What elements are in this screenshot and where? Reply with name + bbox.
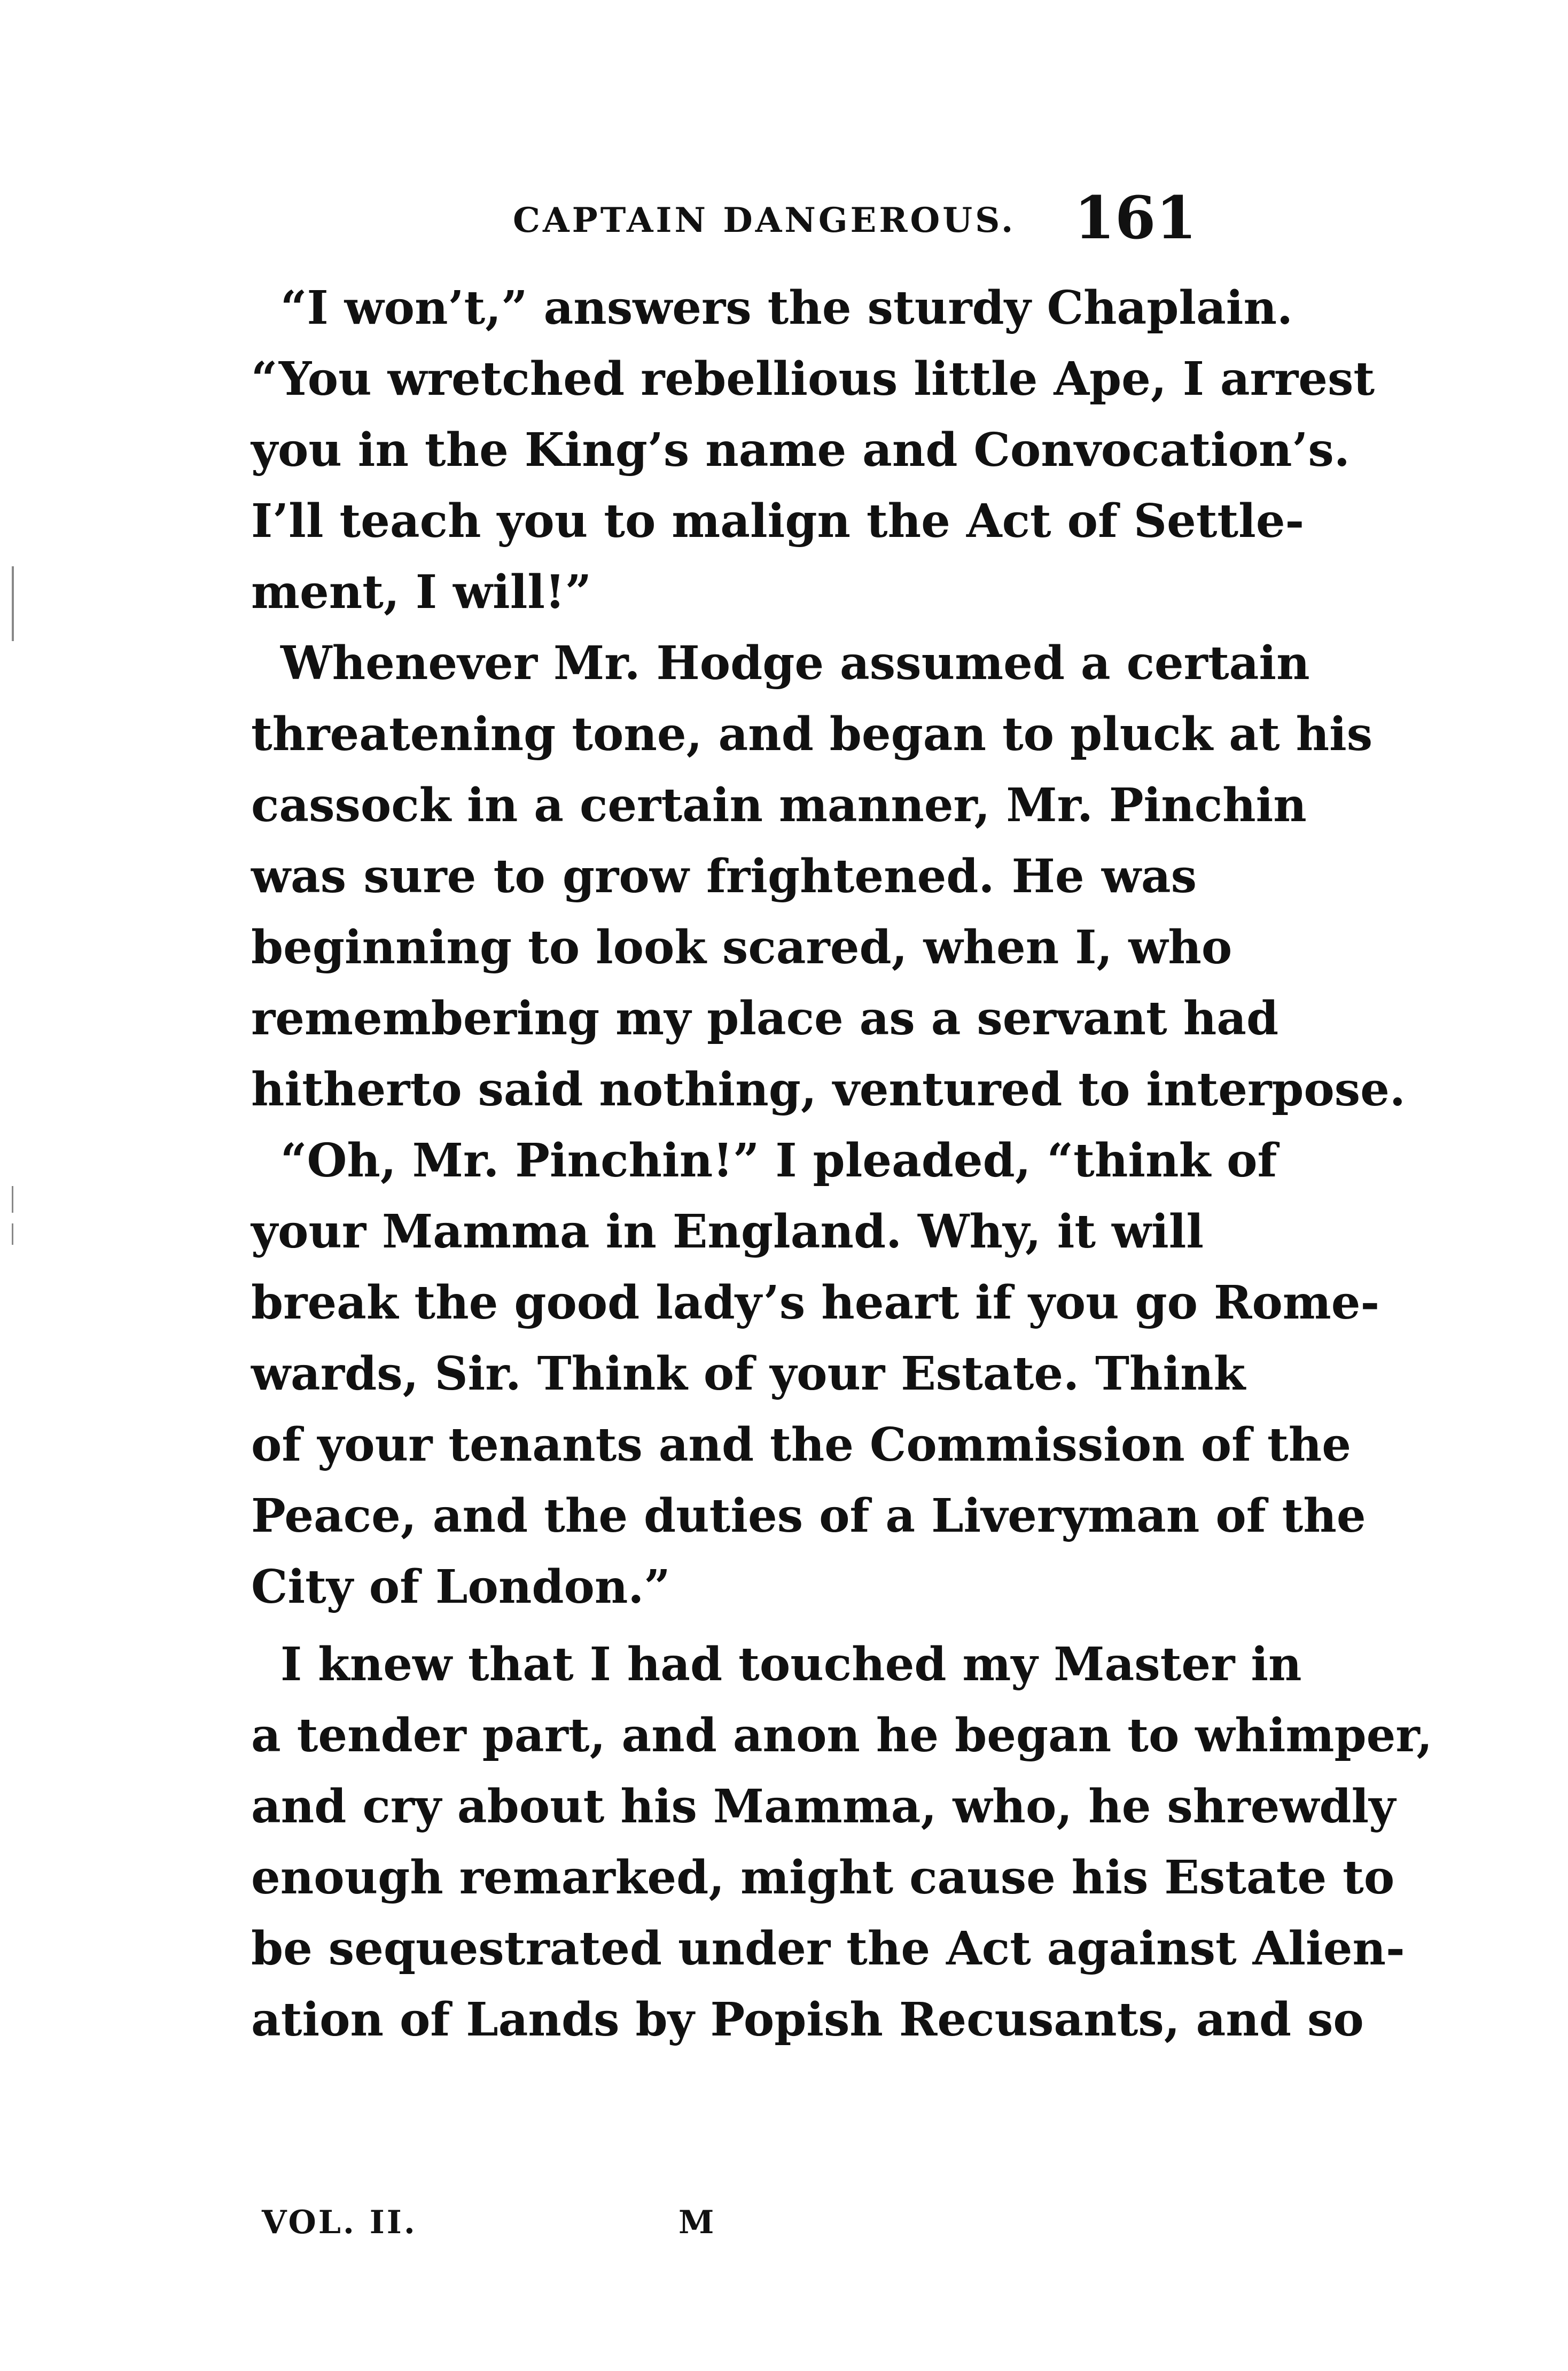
text-line: break the good lady’s heart if you go Rome- — [251, 1276, 1380, 1330]
text-line: remembering my place as a servant had — [251, 992, 1279, 1046]
text-line: was sure to grow frightened. He was — [251, 849, 1197, 903]
scan-mark — [12, 566, 14, 641]
scan-mark — [12, 1186, 13, 1213]
text-line: your Mamma in England. Why, it will — [251, 1205, 1204, 1259]
text-line: I knew that I had touched my Master in — [280, 1637, 1302, 1691]
paragraph-gap — [251, 1623, 1197, 1629]
text-line: cassock in a certain manner, Mr. Pinchin — [251, 778, 1307, 832]
text-line: ment, I will!” — [251, 565, 592, 619]
text-line: “I won’t,” answers the sturdy Chaplain. — [280, 281, 1293, 335]
text-line: “You wretched rebellious little Ape, I arrest — [251, 352, 1375, 406]
text-line: “Oh, Mr. Pinchin!” I pleaded, “think of — [280, 1134, 1277, 1188]
text-line: ation of Lands by Popish Recusants, and so — [251, 1993, 1364, 2047]
page-footer — [262, 2204, 849, 2257]
text-line: I’ll teach you to malign the Act of Settle- — [251, 494, 1305, 548]
text-line: of your tenants and the Commission of the — [251, 1418, 1352, 1472]
text-line: City of London.” — [251, 1560, 670, 1614]
page-header — [251, 183, 1197, 254]
text-line: beginning to look scared, when I, who — [251, 921, 1232, 974]
body-text — [251, 272, 1433, 2055]
volume-mark: VOL. II. — [262, 2204, 417, 2241]
text-line: you in the King’s name and Convocation’s. — [251, 423, 1350, 477]
signature-mark: M — [678, 2204, 716, 2241]
scan-mark — [12, 1223, 13, 1245]
page-number: 161 — [1074, 183, 1197, 252]
text-line: Whenever Mr. Hodge assumed a certain — [280, 636, 1310, 690]
text-line: enough remarked, might cause his Estate to — [251, 1851, 1395, 1905]
text-line: wards, Sir. Think of your Estate. Think — [251, 1347, 1246, 1401]
running-title: CAPTAIN DANGEROUS. — [513, 200, 1016, 240]
text-line: a tender part, and anon he began to whimper, — [251, 1709, 1433, 1762]
text-line: and cry about his Mamma, who, he shrewdly — [251, 1780, 1396, 1834]
text-line: hitherto said nothing, ventured to interpose. — [251, 1063, 1406, 1117]
text-line: be sequestrated under the Act against Alien- — [251, 1922, 1405, 1976]
text-line: Peace, and the duties of a Liveryman of the — [251, 1489, 1366, 1543]
text-line: threatening tone, and began to pluck at his — [251, 707, 1373, 761]
